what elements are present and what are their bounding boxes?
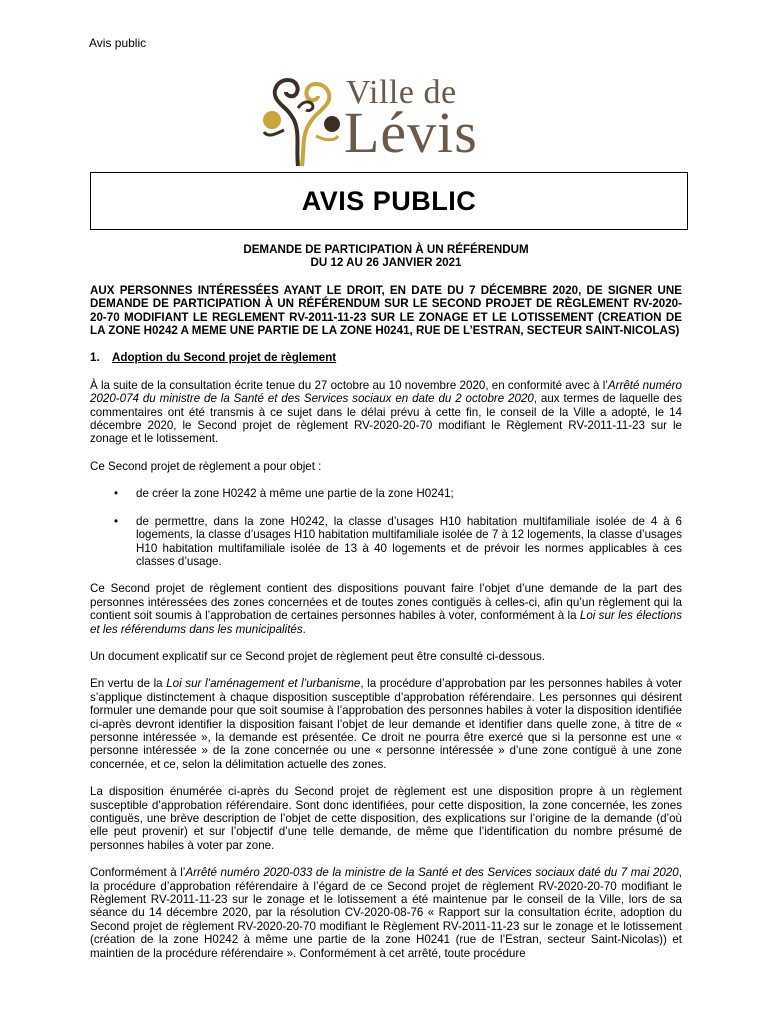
list-item	[90, 487, 682, 500]
subtitle-line-2: DU 12 AU 26 JANVIER 2021	[310, 256, 462, 270]
ville-de-levis-logo	[258, 68, 518, 168]
logo-text-ville-de: Ville de	[346, 74, 457, 111]
objectives-list	[90, 487, 682, 568]
paragraph-2: Ce Second projet de règlement a pour objet :	[90, 459, 322, 473]
header-label: Avis public	[89, 36, 147, 50]
p1-italic: Arrêté numéro 2020-074 du ministre de la Santé et des Services sociaux en date du 2 octobre 2020	[90, 378, 682, 406]
paragraph-4: Un document explicatif sur ce Second projet de règlement peut être consulté ci-dessous.	[90, 649, 545, 663]
list-item-text: de créer la zone H0242 à même une partie de la zone H0241;	[136, 487, 454, 501]
p3-text-c: .	[302, 622, 306, 636]
section-title: Adoption du Second projet de règlement	[112, 351, 337, 365]
p7-text-c: , la procédure d’approbation référendaire à l’égard de ce Second projet de règlement RV-2020-20-70 modifiant le Règlement RV-2011-11-23 sur le zonage et le lotissement a été maintenue par le conseil de la Ville, lors de sa séance du 14 décembre 2020, par la résolution CV-2020-08-76 « Rapport sur la consultation écrite, adoption du Second projet de règlement RV-2020-20-70 modifiant le Règlement RV-2011-11-23 sur le zonage et le lotissement (création de la zone H0242 à même une partie de la zone H0241 (rue de l’Estran, secteur Saint-Nicolas)) et maintien de la procédure référendaire ». Conformément à cet arrêté, toute procédure	[90, 866, 682, 960]
paragraph-1	[90, 379, 682, 446]
section-heading	[90, 351, 682, 364]
paragraph-3	[90, 582, 682, 636]
title-box	[90, 172, 688, 230]
p7-italic: Arrêté numéro 2020-033 de la ministre de la Santé et des Services sociaux daté du 7 mai 2020	[185, 866, 679, 880]
bullet-icon: •	[114, 487, 119, 501]
subtitle-line-1: DEMANDE DE PARTICIPATION À UN RÉFÉRENDUM	[243, 243, 529, 256]
p1-text-c: , aux termes de laquelle des commentaires ont été transmis à ce sujet dans le délai prévu à cette fin, le conseil de la Ville a adopté, le 14 décembre 2020, le Second projet de règlement RV-2020-20-70 modifiant le Règlement RV-2011-11-23 sur le zonage et le lotissement.	[90, 392, 682, 446]
document-body	[90, 243, 682, 960]
paragraph-7	[90, 866, 682, 960]
p3-text-a: Ce Second projet de règlement contient des dispositions pouvant faire l’objet d’une demande de la part des personnes intéressées des zones concernées et de toutes zones contiguës à celles-ci, afin qu’un règlement qui la contient soit soumis à l’approbation de certaines personnes habiles à voter, conformément à la	[90, 582, 682, 623]
p5-italic: Loi sur l’aménagement et l’urbanisme	[166, 677, 361, 691]
list-item	[90, 515, 682, 569]
page-title: AVIS PUBLIC	[301, 185, 477, 216]
list-item-text: de permettre, dans la zone H0242, la classe d’usages H10 habitation multifamiliale isolée de 4 à 6 logements, la classe d’usages H10 habitation multifamiliale isolée de 7 à 12 logements, la classe d’usages H10 habitation multifamiliale isolée de 13 à 40 logements et de prévoir les normes applicables à ces classes d’usage.	[136, 514, 682, 568]
p5-text-c: , la procédure d’approbation par les personnes habiles à voter s’applique distinctement à chaque disposition susceptible d’approbation référendaire. Les personnes qui désirent formuler une demande pour que soit soumise à l’approbation des personnes habiles à voter la disposition identifiée ci-après devront identifier la disposition faisant l’objet de leur demande et identifier dans quelle zone, à titre de « personne intéressée », la demande est présentée. Ce droit ne pourra être exercé que si la personne est une « personne intéressée » de la zone concernée ou une « personne intéressée » d’une zone contiguë à une zone concernée, et ce, selon la délimitation actuelle des zones.	[90, 677, 683, 771]
section-number: 1.	[90, 351, 100, 365]
logo-emblem-icon	[258, 68, 348, 168]
p1-text-a: À la suite de la consultation écrite tenue du 27 octobre au 10 novembre 2020, en conformité avec à l’	[90, 378, 608, 392]
p7-text-a: Conformément à l’	[90, 866, 186, 880]
bullet-icon: •	[114, 514, 119, 528]
paragraph-6: La disposition énumérée ci-après du Second projet de règlement est une disposition propre à un règlement susceptible d’approbation référendaire. Sont donc identifiées, pour cette disposition, la zone concernée, les zones contiguës, une brève description de l’objet de cette disposition, des explications sur l’origine de la demande (d’où elle peut provenir) et sur l’objectif d’une telle demande, de même que l’identification du nombre présumé de personnes habiles à voter par zone.	[90, 785, 682, 852]
paragraph-5	[90, 677, 682, 771]
intro-caps-paragraph: AUX PERSONNES INTÉRESSÉES AYANT LE DROIT, EN DATE DU 7 DÉCEMBRE 2020, DE SIGNER UNE DEMANDE DE PARTICIPATION À UN RÉFÉRENDUM SUR LE SECOND PROJET DE RÈGLEMENT RV-2020-20-70 MODIFIANT LE REGLEMENT RV-2011-11-23 SUR LE ZONAGE ET LE LOTISSEMENT (CREATION DE LA ZONE H0242 A MEME UNE PARTIE DE LA ZONE H0241, RUE DE L’ESTRAN, SECTEUR SAINT-NICOLAS)	[90, 283, 682, 338]
logo-text-levis: Lévis	[344, 100, 478, 165]
p3-italic: Loi sur les élections et les référendums dans les municipalités	[90, 609, 682, 636]
p5-text-a: En vertu de la	[90, 677, 167, 691]
